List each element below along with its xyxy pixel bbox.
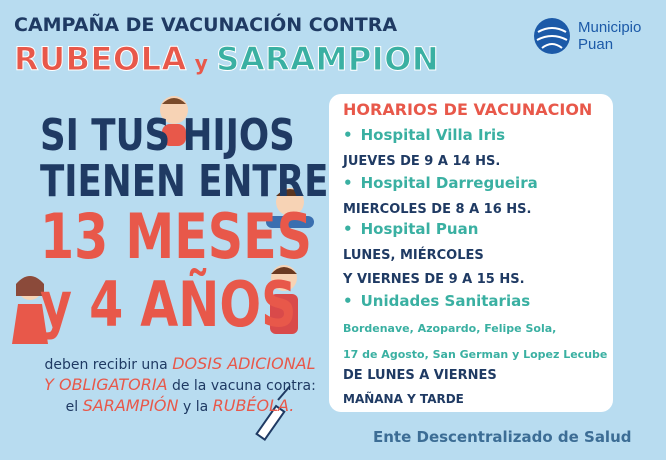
schedule-title: HORARIOS DE VACUNACION [343, 100, 593, 119]
schedule-locations: Bordenave, Azopardo, Felipe Sola, [343, 322, 557, 335]
schedule-time: MIERCOLES DE 8 A 16 HS. [343, 202, 532, 217]
schedule-place: • Unidades Sanitarias [343, 292, 531, 310]
schedule-place: • Hospital Darregueira [343, 174, 538, 192]
schedule-time: JUEVES DE 9 A 14 HS. [343, 154, 501, 169]
conjunction: y [194, 51, 209, 75]
schedule-time: DE LUNES A VIERNES [343, 368, 497, 383]
campaign-poster [0, 92, 329, 460]
poster-age-years: y 4 AÑOS [40, 268, 297, 341]
municipio-name: Municipio Puan [578, 19, 642, 53]
poster-description: deben recibir una DOSIS ADICIONAL Y OBLIGATORIA de la vacuna contra: el SARAMPIÓN y la RUBÉOLA. [44, 354, 316, 415]
disease-rubeola: RUBEOLA [14, 40, 187, 78]
disease-sarampion: SARAMPION [216, 40, 440, 78]
poster-line-2: TIENEN ENTRE [40, 156, 329, 207]
campaign-title: CAMPAÑA DE VACUNACIÓN CONTRA [14, 14, 398, 36]
schedule-time: Y VIERNES DE 9 A 15 HS. [343, 272, 525, 287]
schedule-panel [329, 94, 613, 412]
schedule-locations: 17 de Agosto, San German y Lopez Lecube [343, 348, 608, 361]
municipio-logo [532, 16, 641, 56]
campaign-diseases [14, 40, 439, 78]
poster-line-1: SI TUS HIJOS [40, 110, 295, 161]
globe-icon [532, 16, 572, 56]
poster-age-months: 13 MESES [40, 200, 313, 273]
footer-entity: Ente Descentralizado de Salud [373, 428, 632, 446]
schedule-time: MAÑANA Y TARDE [343, 392, 464, 406]
schedule-place: • Hospital Villa Iris [343, 126, 506, 144]
schedule-time: LUNES, MIÉRCOLES [343, 248, 484, 263]
schedule-place: • Hospital Puan [343, 220, 479, 238]
